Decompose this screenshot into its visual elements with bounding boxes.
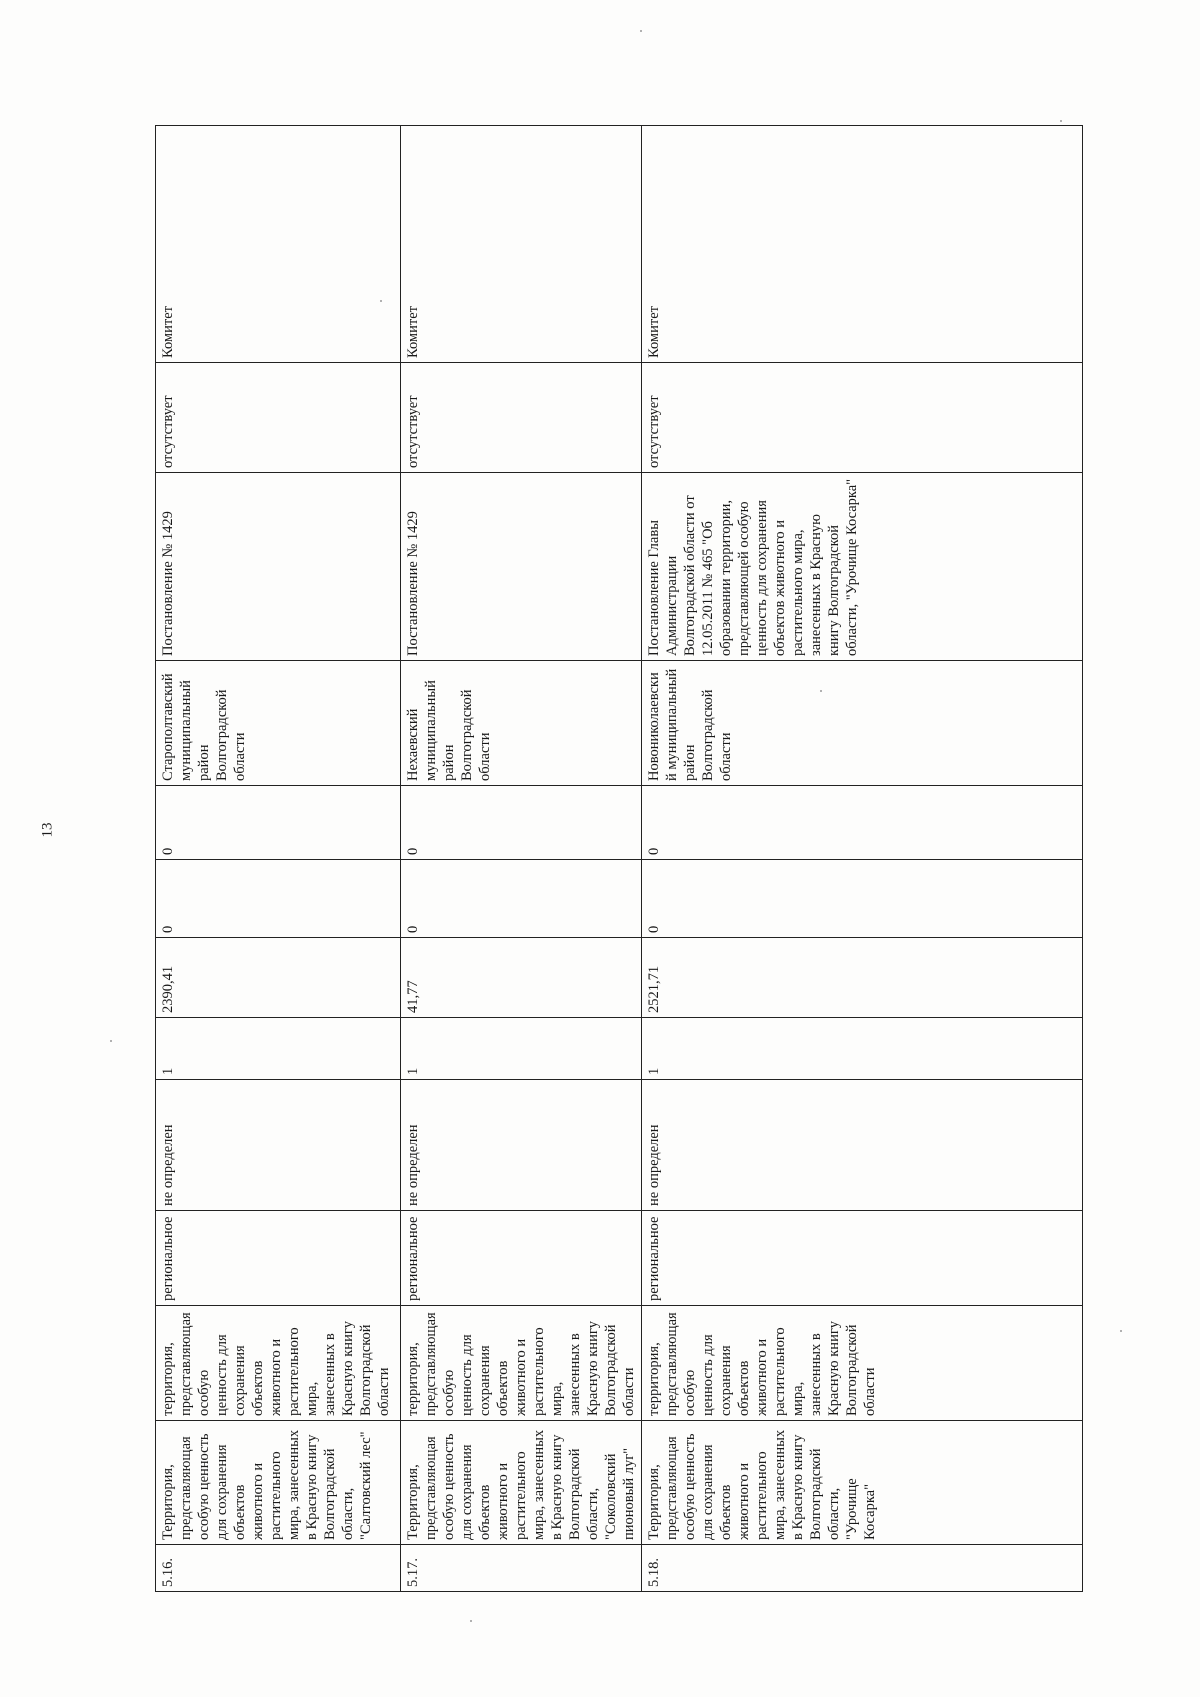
scan-speck — [1120, 1330, 1122, 1332]
cell-authority: Комитет — [156, 126, 401, 363]
cell-area-3: 0 — [156, 786, 401, 860]
protected-areas-table-wrapper — [155, 126, 1075, 1592]
cell-area: 41,77 — [401, 938, 642, 1018]
cell-area-2: 0 — [401, 860, 642, 938]
cell-count: 1 — [156, 1018, 401, 1080]
cell-location: Старополтавский муниципальный район Волгоградской области — [156, 661, 401, 786]
cell-category: территория, представляющая особую ценность для сохранения объектов животного и растительного мира, занесенных в Красную книгу Волгоградской области — [642, 1306, 1083, 1421]
cell-number: 5.18. — [642, 1545, 1083, 1592]
cell-cluster: отсутствует — [401, 363, 642, 473]
cell-area-3: 0 — [401, 786, 642, 860]
cell-name: Территория, представляющая особую ценность для сохранения объектов животного и растительного мира, занесенных в Красную книгу Волгоградской области, "Салтовский лес" — [156, 1421, 401, 1545]
protected-areas-table — [155, 125, 1083, 1592]
cell-document: Постановление Главы Администрации Волгоградской области от 12.05.2011 № 465 "Об образовании территории, представляющей особую ценность для сохранения объектов животного и растительного мира, занесенных в Красную книгу Волгоградской области, "Урочище Косарка" — [642, 473, 1083, 661]
page-number: 13 — [39, 822, 56, 838]
cell-category: территория, представляющая особую ценность для сохранения объектов животного и растительного мира, занесенных в Красную книгу Волгоградской области — [156, 1306, 401, 1421]
table-row — [156, 126, 401, 1592]
cell-area-2: 0 — [642, 860, 1083, 938]
scan-speck — [1060, 120, 1062, 122]
cell-location: Новониколаевский муниципальный район Волгоградской области — [642, 661, 1083, 786]
scan-speck — [640, 30, 642, 32]
cell-location: Нехаевский муниципальный район Волгоградской области — [401, 661, 642, 786]
cell-authority: Комитет — [642, 126, 1083, 363]
cell-significance: региональное — [642, 1211, 1083, 1306]
cell-cluster: отсутствует — [156, 363, 401, 473]
cell-area: 2390,41 — [156, 938, 401, 1018]
cell-area-3: 0 — [642, 786, 1083, 860]
cell-profile: не определен — [401, 1080, 642, 1211]
table-row — [642, 126, 1083, 1592]
cell-area: 2521,71 — [642, 938, 1083, 1018]
cell-document: Постановление № 1429 — [401, 473, 642, 661]
cell-category: территория, представляющая особую ценность для сохранения объектов животного и растительного мира, занесенных в Красную книгу Волгоградской области — [401, 1306, 642, 1421]
table-row — [401, 126, 642, 1592]
cell-count: 1 — [401, 1018, 642, 1080]
cell-significance: региональное — [156, 1211, 401, 1306]
cell-name: Территория, представляющая особую ценность для сохранения объектов животного и растительного мира, занесенных в Красную книгу Волгоградской области, "Урочище Косарка" — [642, 1421, 1083, 1545]
cell-cluster: отсутствует — [642, 363, 1083, 473]
scan-speck — [820, 690, 822, 692]
cell-document: Постановление № 1429 — [156, 473, 401, 661]
cell-number: 5.17. — [401, 1545, 642, 1592]
cell-number: 5.16. — [156, 1545, 401, 1592]
cell-profile: не определен — [642, 1080, 1083, 1211]
cell-name: Территория, представляющая особую ценность для сохранения объектов животного и растительного мира, занесенных в Красную книгу Волгоградской области, "Соколовский пионовый луг" — [401, 1421, 642, 1545]
scan-speck — [380, 300, 382, 302]
cell-authority: Комитет — [401, 126, 642, 363]
cell-significance: региональное — [401, 1211, 642, 1306]
cell-area-2: 0 — [156, 860, 401, 938]
scan-speck — [470, 1620, 472, 1622]
cell-profile: не определен — [156, 1080, 401, 1211]
scan-speck — [110, 1040, 112, 1042]
cell-count: 1 — [642, 1018, 1083, 1080]
